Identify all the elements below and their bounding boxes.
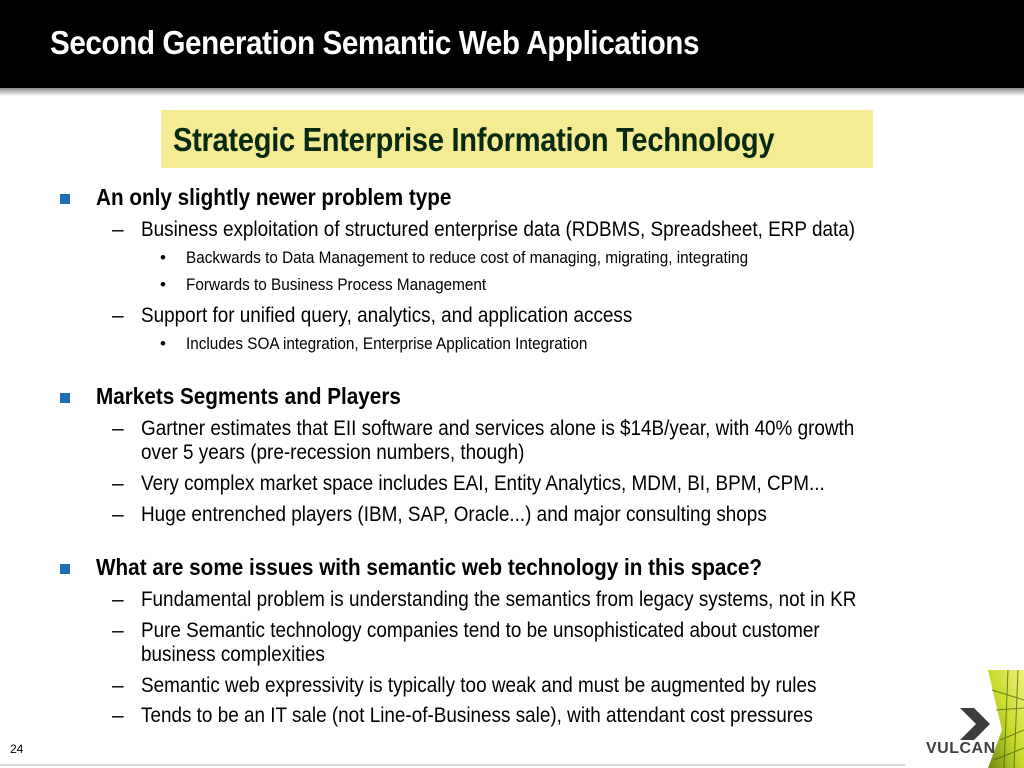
dash-marker: – — [112, 674, 124, 697]
sub-bullet-continuation: business complexities — [141, 643, 325, 666]
dot-marker: • — [160, 248, 166, 267]
sub-bullet: Support for unified query, analytics, and application access — [141, 304, 633, 327]
dash-marker: – — [112, 588, 124, 611]
sub-bullet: Huge entrenched players (IBM, SAP, Oracle...) and major consulting shops — [141, 503, 767, 526]
sub-bullet: Gartner estimates that EII software and services alone is $14B/year, with 40% growth — [141, 417, 855, 440]
slide-subtitle: Strategic Enterprise Information Technology — [173, 121, 775, 158]
dash-marker: – — [112, 304, 124, 327]
sub-bullet: Fundamental problem is understanding the semantics from legacy systems, not in KR — [141, 588, 857, 611]
sub-bullet: Pure Semantic technology companies tend to be unsophisticated about customer — [141, 619, 820, 642]
sub-sub-bullet: Backwards to Data Management to reduce cost of managing, migrating, integrating — [186, 248, 749, 267]
sub-bullet: Very complex market space includes EAI, Entity Analytics, MDM, BI, BPM, CPM... — [141, 472, 825, 495]
sub-bullet: Semantic web expressivity is typically too weak and must be augmented by rules — [141, 674, 817, 697]
dot-marker: • — [160, 275, 166, 294]
dash-marker: – — [112, 218, 124, 241]
square-bullet-icon — [60, 393, 70, 403]
dash-marker: – — [112, 503, 124, 526]
slide-title: Second Generation Semantic Web Applications — [50, 24, 700, 61]
section-heading: Markets Segments and Players — [96, 383, 401, 409]
square-bullet-icon — [60, 564, 70, 574]
logo-wordmark: VULCAN — [926, 740, 996, 757]
sub-bullet: Business exploitation of structured enterprise data (RDBMS, Spreadsheet, ERP data) — [141, 218, 856, 241]
dash-marker: – — [112, 472, 124, 495]
dash-marker: – — [112, 619, 124, 642]
square-bullet-icon — [60, 194, 70, 204]
dash-marker: – — [112, 704, 124, 727]
dot-marker: • — [160, 334, 166, 353]
dash-marker: – — [112, 417, 124, 440]
footer-rule — [0, 764, 905, 766]
sub-bullet: Tends to be an IT sale (not Line-of-Business sale), with attendant cost pressures — [141, 704, 814, 727]
sub-sub-bullet: Includes SOA integration, Enterprise Application Integration — [186, 334, 588, 353]
section-heading: What are some issues with semantic web technology in this space? — [96, 554, 763, 580]
page-number: 24 — [10, 742, 24, 756]
section-heading: An only slightly newer problem type — [96, 184, 452, 210]
sub-sub-bullet: Forwards to Business Process Management — [186, 275, 487, 294]
sub-bullet-continuation: over 5 years (pre-recession numbers, though) — [141, 441, 525, 464]
